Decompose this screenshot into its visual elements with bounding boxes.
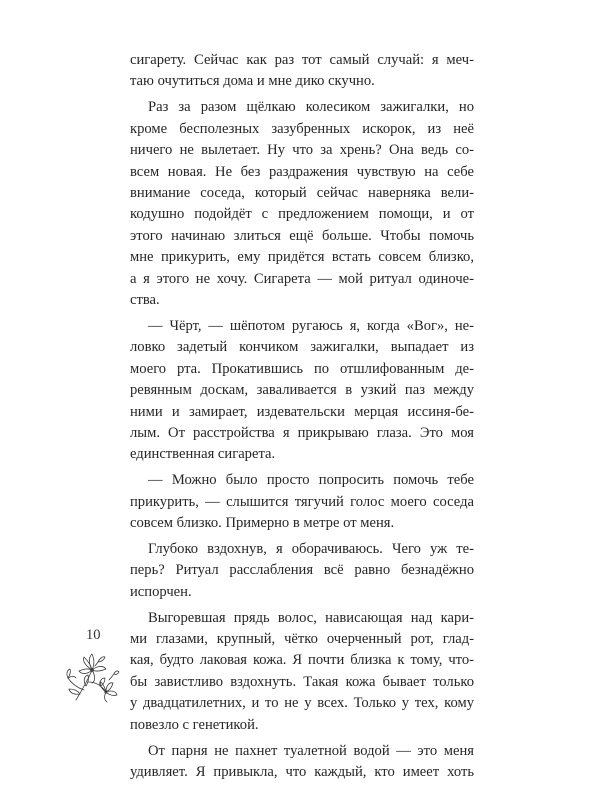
page-number: 10 xyxy=(86,627,101,643)
text-line: ловко задетый кончиком зажигалки, выпадает из xyxy=(130,339,474,356)
text-line: сигарету. Сейчас как раз тот самый случай: я меч- xyxy=(130,52,474,68)
text-line: моего рта. Прокатившись по отшлифованным де- xyxy=(130,360,474,377)
text-line: ними и замирает, издевательски мерцая иссиня-бе- xyxy=(130,403,474,420)
paragraph xyxy=(130,608,474,736)
body-text xyxy=(130,50,474,788)
text-line: таю очутиться дома и мне дико скучно. xyxy=(130,73,375,90)
text-line: совсем близко. Примерно в метре от меня. xyxy=(130,515,395,532)
text-line: всем новая. Не без раздражения чувствую на себе xyxy=(130,163,474,180)
text-line: ничего не вылетает. Ну что за хрень? Она ведь со- xyxy=(130,142,474,159)
text-line: ревянным доскам, заваливается в узкий паз между xyxy=(130,382,474,399)
text-line: а я этого не хочу. Сигарета — мой ритуал одиноче- xyxy=(130,270,474,287)
text-line: — Чёрт, — шёпотом ругаюсь я, когда «Вог», не- xyxy=(148,317,474,334)
text-line: мне прикурить, ему придётся встать совсем близко, xyxy=(130,249,474,266)
text-line: внимание соседа, который сейчас наверняка вели- xyxy=(130,184,474,201)
text-line: перь? Ритуал расслабления всё равно безнадёжно xyxy=(130,562,474,579)
paragraph xyxy=(130,97,474,311)
text-line: — Можно было просто попросить помочь тебе xyxy=(148,472,474,489)
text-line: Раз за разом щёлкаю колесиком зажигалки, но xyxy=(148,99,474,116)
text-line: Глубоко вздохнув, я оборачиваюсь. Чего уж те- xyxy=(148,540,474,557)
text-line: кроме бесполезных зазубренных искорок, из неё xyxy=(130,120,474,137)
paragraph xyxy=(130,539,474,603)
text-line: кодушно подойдёт с предложением помощи, и от xyxy=(130,206,474,223)
text-line: бы завистливо вздохнуть. Такая кожа бывает только xyxy=(130,673,474,690)
text-line: прикурить, — слышится тягучий голос моего соседа xyxy=(130,493,474,510)
paragraph xyxy=(130,50,474,93)
text-line: у двадцатилетних, и то не у всех. Только у тех, кому xyxy=(130,695,474,712)
text-line: От парня не пахнет туалетной водой — это меня xyxy=(148,742,474,759)
text-line: повезло с генетикой. xyxy=(130,716,259,733)
text-line: Выгоревшая прядь волос, нависающая над кари- xyxy=(148,609,474,626)
text-line: единственная сигарета. xyxy=(130,446,276,463)
text-line: ми глазами, крупный, чётко очерченный рот, глад- xyxy=(130,631,474,648)
text-line: удивляет. Я привыкла, что каждый, кто имеет хоть xyxy=(130,764,474,780)
paragraph xyxy=(130,470,474,534)
paragraph xyxy=(130,316,474,466)
text-line: этого начинаю злиться ещё больше. Чтобы помочь xyxy=(130,227,474,244)
paragraph xyxy=(130,741,474,784)
text-line: лым. От расстройства я прикрываю глаза. Это моя xyxy=(130,424,474,441)
jasmine-flower-sketch-icon xyxy=(62,640,126,704)
text-line: кая, будто лаковая кожа. Я почти близка к тому, что- xyxy=(130,652,474,669)
text-line: ства. xyxy=(130,291,160,308)
text-line: испорчен. xyxy=(130,583,192,600)
